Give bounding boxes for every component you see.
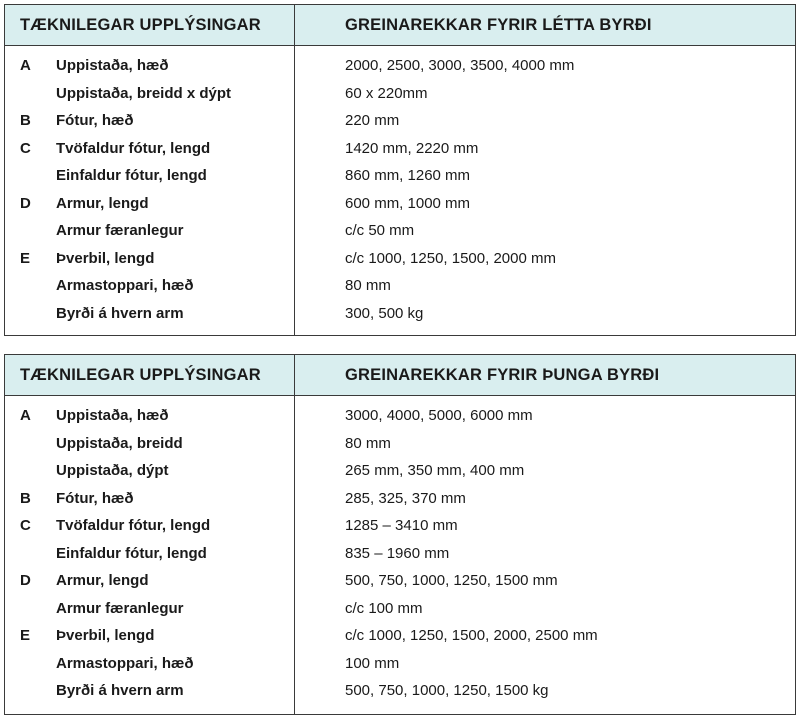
- spec-row-label: [5, 162, 294, 190]
- row-value: 285, 325, 370 mm: [345, 489, 466, 507]
- row-letter: C: [20, 139, 31, 157]
- header-technical-info: TÆKNILEGAR UPPLÝSINGAR: [5, 355, 295, 395]
- spec-row-label: [5, 457, 294, 485]
- row-label: Armastoppari, hæð: [56, 277, 194, 295]
- row-value: c/c 50 mm: [345, 222, 415, 240]
- row-label: Tvöfaldur fótur, lengd: [56, 139, 211, 157]
- spec-row-label: [5, 595, 294, 623]
- spec-row-label: [5, 245, 294, 273]
- row-label: Tvöfaldur fótur, lengd: [56, 517, 211, 535]
- row-label: Þverbil, lengd: [56, 627, 155, 645]
- row-value: 3000, 4000, 5000, 6000 mm: [345, 407, 533, 425]
- row-value: 300, 500 kg: [345, 304, 424, 322]
- row-value: 1420 mm, 2220 mm: [345, 139, 479, 157]
- row-value: 220 mm: [345, 112, 400, 130]
- table-header: [5, 5, 795, 46]
- row-label: Armur, lengd: [56, 572, 149, 590]
- header-rack-type: GREINAREKKAR FYRIR LÉTTA BYRÐI: [345, 15, 652, 34]
- row-value: 60 x 220mm: [345, 84, 428, 102]
- spec-labels-column: [5, 396, 295, 714]
- spec-row-label: [5, 80, 294, 108]
- header-rack-type: GREINAREKKAR FYRIR ÞUNGA BYRÐI: [345, 365, 660, 384]
- row-letter: D: [20, 572, 31, 590]
- spec-row-label: [5, 650, 294, 678]
- spec-row-label: [5, 512, 294, 540]
- row-letter: B: [20, 112, 31, 130]
- row-value: 265 mm, 350 mm, 400 mm: [345, 462, 525, 480]
- spec-table-heavy-load: [4, 354, 796, 715]
- row-label: Þverbil, lengd: [56, 249, 155, 267]
- spec-labels-column: [5, 46, 295, 335]
- row-label: Einfaldur fótur, lengd: [56, 544, 207, 562]
- row-label: Fótur, hæð: [56, 489, 134, 507]
- row-value: 1285 – 3410 mm: [345, 517, 458, 535]
- table-body: [5, 396, 795, 714]
- table-header: [5, 355, 795, 396]
- spec-row-label: [5, 107, 294, 135]
- spec-row-label: [5, 135, 294, 163]
- row-label: Armur færanlegur: [56, 222, 184, 240]
- row-label: Einfaldur fótur, lengd: [56, 167, 207, 185]
- row-value: 835 – 1960 mm: [345, 544, 450, 562]
- row-letter: E: [20, 249, 31, 267]
- row-letter: A: [20, 57, 31, 75]
- spec-row-label: [5, 52, 294, 80]
- row-label: Armur færanlegur: [56, 599, 184, 617]
- row-letter: C: [20, 517, 31, 535]
- row-letter: D: [20, 194, 31, 212]
- row-letter: E: [20, 627, 31, 645]
- row-value: c/c 100 mm: [345, 599, 423, 617]
- row-value: 2000, 2500, 3000, 3500, 4000 mm: [345, 57, 575, 75]
- spec-values-column: [295, 46, 795, 335]
- spec-row-label: [5, 677, 294, 705]
- row-value: 600 mm, 1000 mm: [345, 194, 471, 212]
- row-label: Byrði á hvern arm: [56, 682, 184, 700]
- table-body: [5, 46, 795, 335]
- row-label: Uppistaða, hæð: [56, 57, 169, 75]
- row-letter: A: [20, 407, 31, 425]
- row-label: Armur, lengd: [56, 194, 149, 212]
- spec-values-column: [295, 396, 795, 714]
- row-label: Byrði á hvern arm: [56, 304, 184, 322]
- row-value: 100 mm: [345, 654, 400, 672]
- row-label: Armastoppari, hæð: [56, 654, 194, 672]
- spec-row-label: [5, 190, 294, 218]
- spec-row-label: [5, 430, 294, 458]
- spec-row-label: [5, 540, 294, 568]
- row-letter: B: [20, 489, 31, 507]
- row-value: 500, 750, 1000, 1250, 1500 mm: [345, 572, 558, 590]
- spec-row-label: [5, 272, 294, 300]
- row-value: 500, 750, 1000, 1250, 1500 kg: [345, 682, 549, 700]
- spec-row-label: [5, 567, 294, 595]
- spec-row-label: [5, 217, 294, 245]
- row-value: c/c 1000, 1250, 1500, 2000 mm: [345, 249, 556, 267]
- row-label: Uppistaða, breidd: [56, 434, 183, 452]
- row-label: Uppistaða, hæð: [56, 407, 169, 425]
- spec-row-label: [5, 300, 294, 328]
- row-label: Uppistaða, dýpt: [56, 462, 169, 480]
- row-value: 80 mm: [345, 277, 391, 295]
- row-value: c/c 1000, 1250, 1500, 2000, 2500 mm: [345, 627, 598, 645]
- spec-row-label: [5, 402, 294, 430]
- row-label: Fótur, hæð: [56, 112, 134, 130]
- spec-row-label: [5, 622, 294, 650]
- row-value: 80 mm: [345, 434, 391, 452]
- header-technical-info: TÆKNILEGAR UPPLÝSINGAR: [5, 5, 295, 45]
- row-value: 860 mm, 1260 mm: [345, 167, 471, 185]
- row-label: Uppistaða, breidd x dýpt: [56, 84, 232, 102]
- spec-row-label: [5, 485, 294, 513]
- spec-table-light-load: [4, 4, 796, 336]
